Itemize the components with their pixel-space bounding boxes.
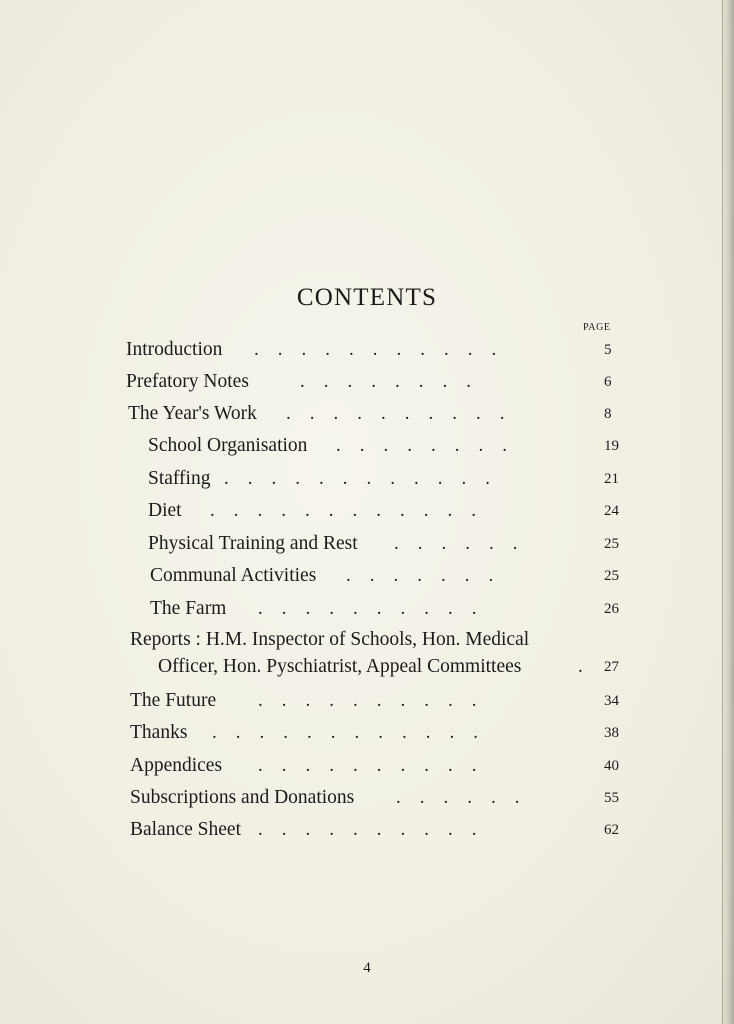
toc-label: The Future bbox=[130, 690, 217, 711]
toc-label: Subscriptions and Donations bbox=[130, 787, 355, 808]
toc-label: Balance Sheet bbox=[130, 819, 241, 840]
toc-label: The Farm bbox=[150, 598, 227, 619]
leader-dots: . . . . . . . . . . bbox=[286, 403, 505, 424]
toc-label: Introduction bbox=[126, 339, 223, 360]
toc-entry bbox=[0, 370, 734, 400]
toc-page-number: 62 bbox=[604, 822, 619, 838]
toc-label: Reports : H.M. Inspector of Schools, Hon. Medical bbox=[130, 629, 530, 650]
toc-label: Physical Training and Rest bbox=[148, 533, 358, 554]
toc-label: Appendices bbox=[130, 755, 223, 776]
toc-label: School Organisation bbox=[148, 435, 308, 456]
toc-page-number: 8 bbox=[604, 406, 612, 422]
toc-entry bbox=[0, 818, 734, 848]
toc-page-number: 6 bbox=[604, 374, 612, 390]
toc-entry bbox=[0, 721, 734, 751]
page-column-label: PAGE bbox=[583, 322, 611, 333]
leader-dots: . . . . . . . . . . . . bbox=[212, 722, 478, 743]
leader-dots: . . . . . . . . . . bbox=[258, 598, 477, 619]
toc-page-number: 19 bbox=[604, 438, 619, 454]
leader-dots: . . . . . . . bbox=[346, 565, 494, 586]
toc-label: Prefatory Notes bbox=[126, 371, 249, 392]
toc-entry bbox=[0, 754, 734, 784]
toc-page-number: 21 bbox=[604, 471, 619, 487]
toc-entry bbox=[0, 499, 734, 529]
toc-label: Officer, Hon. Pyschiatrist, Appeal Committees bbox=[158, 656, 522, 677]
toc-label: The Year's Work bbox=[128, 403, 257, 424]
toc-entry bbox=[0, 402, 734, 432]
leader-dots: . . . . . . . . . . bbox=[258, 819, 477, 840]
toc-page-number: 38 bbox=[604, 725, 619, 741]
toc-entry bbox=[0, 597, 734, 627]
leader-dots: . . . . . . . . . . . . bbox=[210, 500, 476, 521]
leader-dots: . . . . . . . . . . . bbox=[254, 339, 497, 360]
toc-page-number: 25 bbox=[604, 536, 619, 552]
toc-entry bbox=[0, 532, 734, 562]
toc-page-number: 25 bbox=[604, 568, 619, 584]
toc-entry bbox=[0, 655, 734, 685]
contents-heading: CONTENTS bbox=[296, 284, 438, 311]
toc-page-number: 26 bbox=[604, 601, 619, 617]
toc-label: Thanks bbox=[130, 722, 188, 743]
leader-dots: . . . . . . . . . . . . bbox=[224, 468, 490, 489]
toc-entry bbox=[0, 434, 734, 464]
leader-dots: . . . . . . . . . . bbox=[258, 755, 477, 776]
toc-page-number: 24 bbox=[604, 503, 619, 519]
leader-dots: . . . . . . . . bbox=[336, 435, 507, 456]
toc-label: Communal Activities bbox=[150, 565, 317, 586]
toc-entry bbox=[0, 338, 734, 368]
toc-entry bbox=[0, 689, 734, 719]
toc-page-number: 27 bbox=[604, 659, 619, 675]
toc-entry bbox=[0, 467, 734, 497]
toc-page-number: 40 bbox=[604, 758, 619, 774]
toc-page-number: 34 bbox=[604, 693, 619, 709]
leader-dots: . . . . . . bbox=[394, 533, 518, 554]
toc-label: Diet bbox=[148, 500, 182, 521]
toc-page-number: 5 bbox=[604, 342, 612, 358]
leader-dots: . bbox=[578, 656, 583, 677]
toc-entry bbox=[0, 564, 734, 594]
toc-page-number: 55 bbox=[604, 790, 619, 806]
leader-dots: . . . . . . . . . . bbox=[258, 690, 477, 711]
toc-entry bbox=[0, 786, 734, 816]
leader-dots: . . . . . . bbox=[396, 787, 520, 808]
toc-entry bbox=[0, 628, 734, 658]
page-folio-number: 4 bbox=[363, 960, 371, 976]
toc-label: Staffing bbox=[148, 468, 211, 489]
leader-dots: . . . . . . . . bbox=[300, 371, 471, 392]
